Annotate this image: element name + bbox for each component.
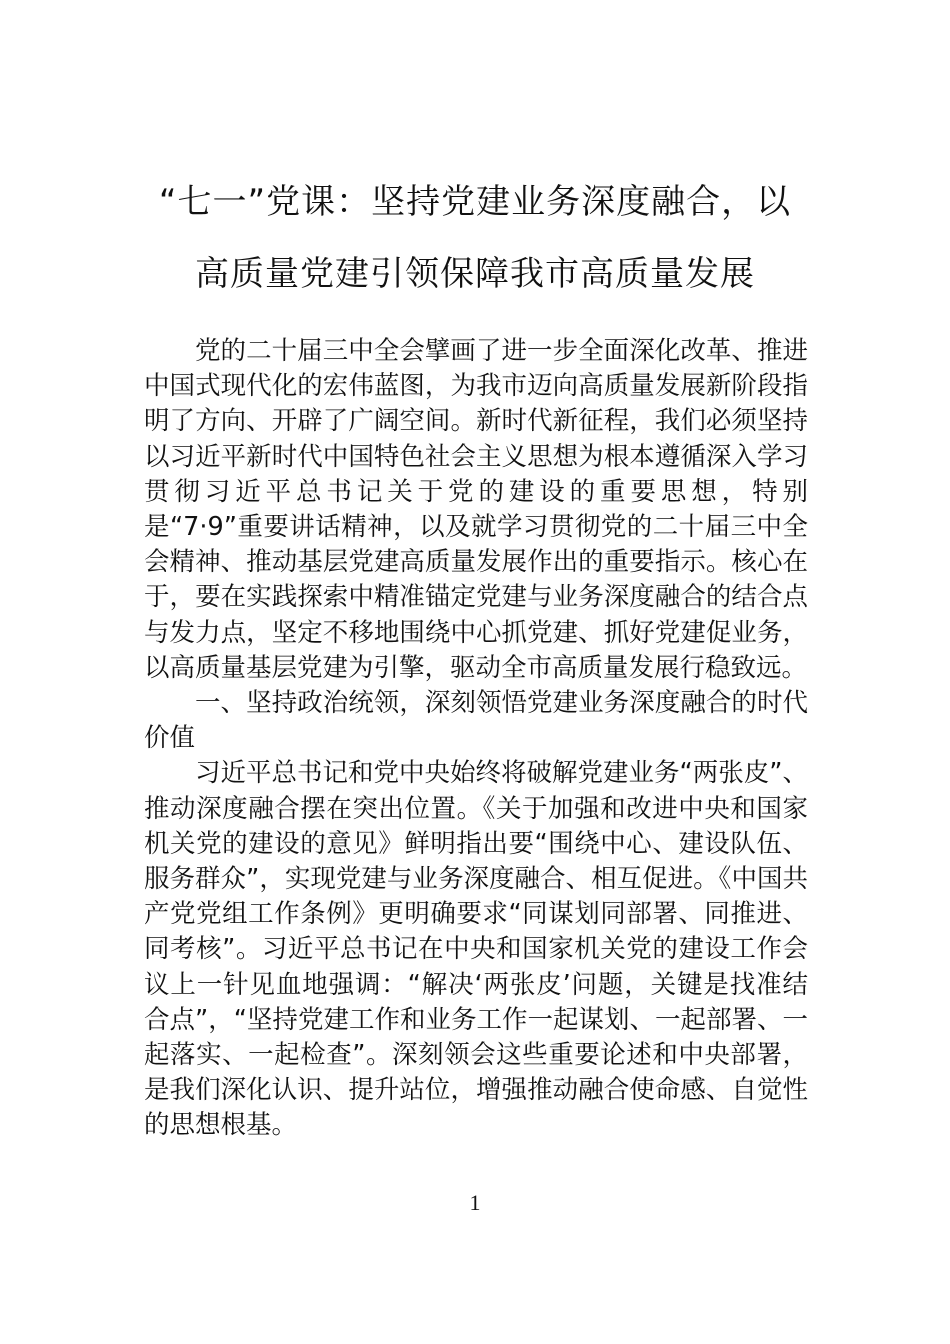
section-heading-1: 一、坚持政治统领，深刻领悟党建业务深度融合的时代价值 bbox=[144, 688, 808, 754]
section-1-paragraph: 习近平总书记和党中央始终将破解党建业务“两张皮”、推动深度融合摆在突出位置。《关于加强和改进中央和国家机关党的建设的意见》鲜明指出要“围绕中心、建设队伍、服务群众”，实现党建与业务深度融合、相互促进。《中国共产党党组工作条例》更明确要求“同谋划同部署、同推进、同考核”。习近平总书记在中央和国家机关党的建设工作会议上一针见血地强调：“解决‘两张皮’问题，关键是找准结合点”，“坚持党建工作和业务工作一起谋划、一起部署、一起落实、一起检查”。深刻领会这些重要论述和中央部署，是我们深化认识、提升站位，增强推动融合使命感、自觉性的思想根基。 bbox=[144, 758, 808, 1141]
title-line-2: 高质量党建引领保障我市高质量发展 bbox=[195, 254, 755, 294]
document-body bbox=[144, 334, 808, 1144]
document-title bbox=[100, 166, 850, 310]
intro-paragraph: 党的二十届三中全会擘画了进一步全面深化改革、推进中国式现代化的宏伟蓝图，为我市迈向高质量发展新阶段指明了方向、开辟了广阔空间。新时代新征程，我们必须坚持以习近平新时代中国特色社会主义思想为根本遵循深入学习贯彻习近平总书记关于党的建设的重要思想，特别是“7·9”重要讲话精神，以及就学习贯彻党的二十届三中全会精神、推动基层党建高质量发展作出的重要指示。核心在于，要在实践探索中精准锚定党建与业务深度融合的结合点与发力点，坚定不移地围绕中心抓党建、抓好党建促业务，以高质量基层党建为引擎，驱动全市高质量发展行稳致远。 bbox=[144, 336, 808, 683]
page-number: 1 bbox=[469, 1190, 481, 1215]
title-line-1: “七一”党课：坚持党建业务深度融合，以 bbox=[158, 182, 792, 222]
